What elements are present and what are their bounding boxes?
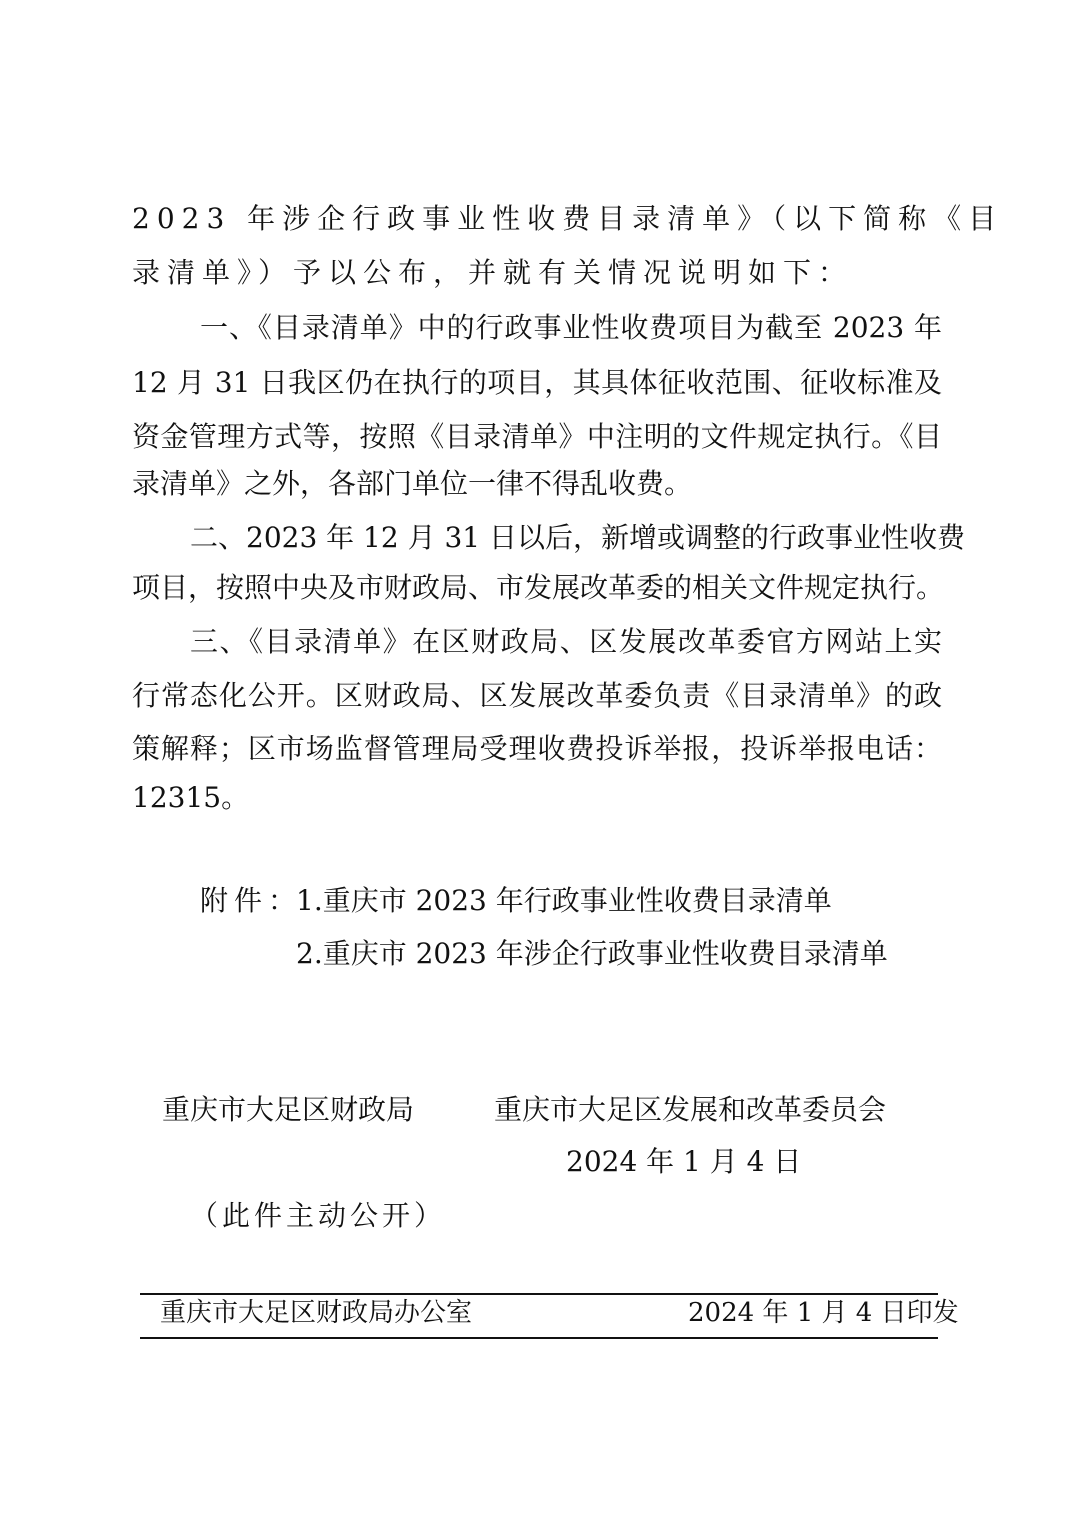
footer-bottom-rule bbox=[140, 1337, 938, 1339]
paragraph-one-line: 资金管理方式等，按照《目录清单》中注明的文件规定执行。《目 bbox=[132, 420, 942, 453]
attachments-label: 附件： bbox=[200, 884, 303, 917]
footer-office: 重庆市大足区财政局办公室 bbox=[160, 1298, 473, 1328]
footer-top-rule bbox=[140, 1293, 938, 1295]
paragraph-one-line: 录清单》之外，各部门单位一律不得乱收费。 bbox=[132, 467, 693, 500]
footer-print-date: 2024 年 1 月 4 日印发 bbox=[688, 1298, 959, 1328]
paragraph-one-line: 12 月 31 日我区仍在执行的项目，其具体征收范围、征收标准及 bbox=[132, 366, 942, 399]
paragraph-two-line: 项目，按照中央及市财政局、市发展改革委的相关文件规定执行。 bbox=[132, 571, 945, 604]
paragraph-two-line: 二、2023 年 12 月 31 日以后，新增或调整的行政事业性收费 bbox=[190, 521, 966, 554]
disclosure-note: （此件主动公开） bbox=[190, 1199, 447, 1232]
issuer-development-reform-commission: 重庆市大足区发展和改革委员会 bbox=[494, 1093, 887, 1126]
attachment-item: 1.重庆市 2023 年行政事业性收费目录清单 bbox=[296, 884, 832, 917]
paragraph-three-line: 12315。 bbox=[132, 781, 250, 814]
paragraph-three-line: 行常态化公开。区财政局、区发展改革委负责《目录清单》的政 bbox=[132, 679, 942, 712]
issue-date: 2024 年 1 月 4 日 bbox=[566, 1145, 802, 1178]
intro-line: 2023 年涉企行政事业性收费目录清单》（以下简称《目 bbox=[132, 202, 1004, 235]
paragraph-one-line: 一、《目录清单》中的行政事业性收费项目为截至 2023 年 bbox=[200, 311, 942, 344]
paragraph-three-line: 三、《目录清单》在区财政局、区发展改革委官方网站上实 bbox=[190, 625, 942, 658]
issuer-finance-bureau: 重庆市大足区财政局 bbox=[162, 1093, 415, 1126]
paragraph-three-line: 策解释；区市场监督管理局受理收费投诉举报，投诉举报电话： bbox=[132, 732, 942, 765]
intro-line: 录清单》）予以公布，并就有关情况说明如下： bbox=[132, 256, 854, 289]
attachment-item: 2.重庆市 2023 年涉企行政事业性收费目录清单 bbox=[296, 937, 888, 970]
